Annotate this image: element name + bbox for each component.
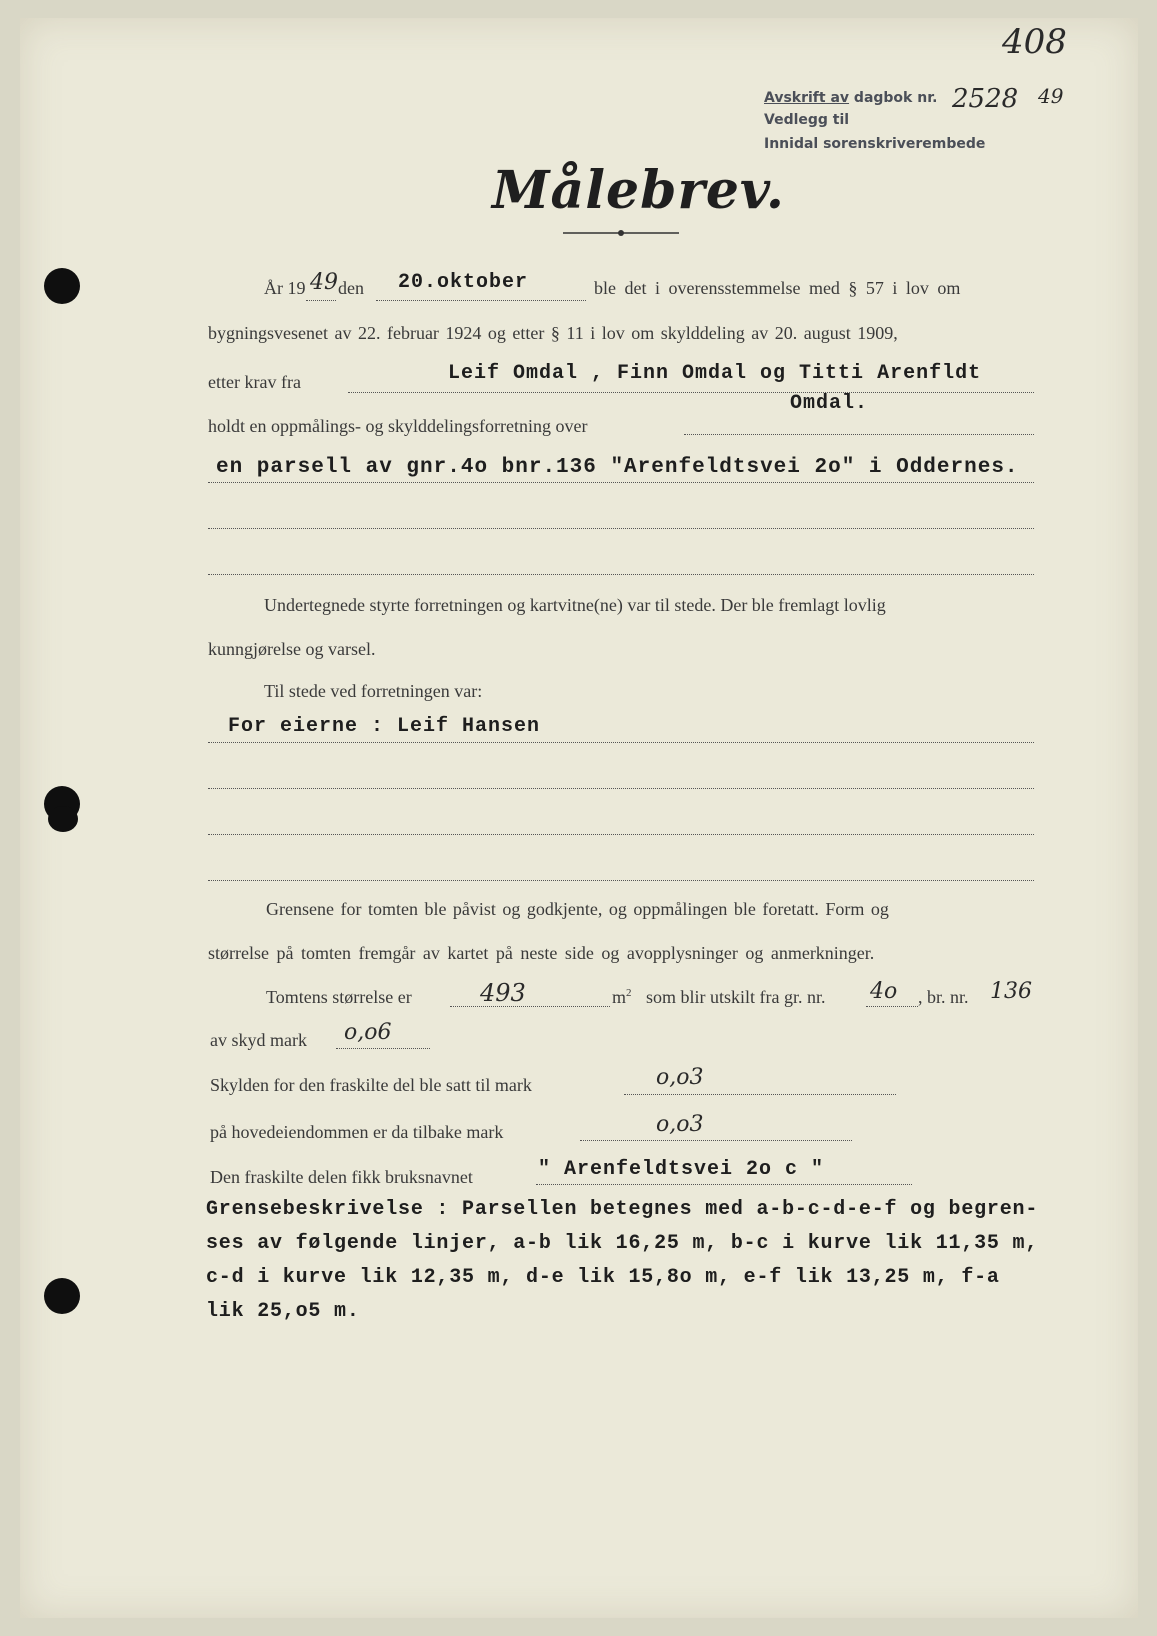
year-value: 49 xyxy=(310,270,338,295)
krav-label: etter krav fra xyxy=(208,372,301,392)
document-page xyxy=(20,18,1138,1618)
boundary-line-2: ses av følgende linjer, a-b lik 16,25 m, b-c i kurve lik 11,35 m, xyxy=(206,1232,1039,1255)
year-dotline xyxy=(306,300,336,301)
punch-hole-icon xyxy=(48,806,78,832)
stamp-dagbok: dagbok nr. xyxy=(853,90,938,106)
hoved-label: på hovedeiendommen er da tilbake mark xyxy=(210,1122,504,1142)
boundary-line-3: c-d i kurve lik 12,35 m, d-e lik 15,8o m, e-f lik 13,25 m, f-a xyxy=(206,1266,1000,1289)
paragraph3-line1: Grensene for tomten ble påvist og godkjente, og oppmålingen ble foretatt. Form og xyxy=(266,899,889,919)
skyd-dotline xyxy=(336,1048,430,1049)
blank-dotline xyxy=(208,834,1034,835)
present-dotline xyxy=(208,742,1034,743)
blank-dotline xyxy=(208,788,1034,789)
unit: m xyxy=(612,987,627,1007)
fraskilte-dotline xyxy=(624,1094,896,1095)
paragraph3-line2: størrelse på tomten fremgår av kartet på neste side og avopplysninger og anmerkninger. xyxy=(208,943,875,963)
gnr-value: 4o xyxy=(870,979,898,1004)
paragraph1-line2: bygningsvesenet av 22. februar 1924 og etter § 11 i lov om skylddeling av 20. august 1909, xyxy=(208,323,898,343)
bruksnavn-dotline xyxy=(536,1184,912,1185)
skyd-value: o,o6 xyxy=(344,1020,392,1045)
punch-hole-icon xyxy=(44,268,80,304)
parcel-value: en parsell av gnr.4o bnr.136 "Arenfeldtsvei 2o" i Oddernes. xyxy=(216,456,1019,479)
size-label: Tomtens størrelse er xyxy=(266,987,412,1007)
size-unit xyxy=(612,987,632,1008)
bruksnavn-value: " Arenfeldtsvei 2o c " xyxy=(538,1158,825,1181)
hoved-dotline xyxy=(580,1140,852,1141)
hoved-value: o,o3 xyxy=(656,1112,704,1137)
present-value: For eierne : Leif Hansen xyxy=(228,715,541,738)
stamp-line2: Vedlegg til xyxy=(764,112,850,128)
page-title: Målebrev. xyxy=(492,160,786,221)
fraskilte-value: o,o3 xyxy=(656,1065,704,1090)
boundary-line-4: lik 25,o5 m. xyxy=(206,1300,360,1323)
blank-dotline xyxy=(208,574,1034,575)
paragraph2-line1: Undertegnede styrte forretningen og kartvitne(ne) var til stede. Der ble fremlagt lovlig xyxy=(264,595,886,615)
date-dotline xyxy=(376,300,586,301)
date-value: 20.oktober xyxy=(398,271,529,294)
holdt-label: holdt en oppmålings- og skylddelingsforretning over xyxy=(208,416,588,436)
utskilt-label: som blir utskilt fra gr. nr. xyxy=(646,987,826,1007)
blank-dotline xyxy=(208,880,1034,881)
stamp-avskrift: Avskrift av xyxy=(764,90,850,106)
stamp-line1 xyxy=(764,90,937,106)
paragraph1-line1: ble det i overensstemmelse med § 57 i lov om xyxy=(594,278,961,298)
title-ornament xyxy=(563,228,679,238)
unit-superscript: 2 xyxy=(626,987,632,999)
parcel-dotline xyxy=(208,482,1034,483)
size-dotline xyxy=(450,1006,610,1007)
page-number: 408 xyxy=(1002,22,1067,62)
paragraph2-line2: kunngjørelse og varsel. xyxy=(208,639,376,659)
stamp-dagbok-number: 2528 xyxy=(952,84,1019,114)
punch-hole-icon xyxy=(44,1278,80,1314)
requesters-value: Leif Omdal , Finn Omdal og Titti Arenfldt xyxy=(448,362,982,385)
bnr-value: 136 xyxy=(990,979,1032,1004)
skyd-label: av skyd mark xyxy=(210,1030,307,1050)
requesters-dotline xyxy=(348,392,1034,393)
den-label: den xyxy=(338,278,364,298)
fraskilte-label: Skylden for den fraskilte del ble satt til mark xyxy=(210,1075,532,1095)
holdt-dotline xyxy=(684,434,1034,435)
ar-label: År 19 xyxy=(264,278,306,298)
stamp-year: 49 xyxy=(1038,84,1064,108)
bruksnavn-label: Den fraskilte delen fikk bruksnavnet xyxy=(210,1167,473,1187)
requesters-continuation: Omdal. xyxy=(790,392,869,415)
size-value: 493 xyxy=(480,979,526,1007)
bnr-label: , br. nr. xyxy=(918,987,969,1007)
boundary-line-1: Grensebeskrivelse : Parsellen betegnes med a-b-c-d-e-f og begren- xyxy=(206,1198,1039,1221)
stamp-line3: Innidal sorenskriverembede xyxy=(764,136,986,152)
gnr-dotline xyxy=(866,1006,918,1007)
blank-dotline xyxy=(208,528,1034,529)
present-label: Til stede ved forretningen var: xyxy=(264,681,483,701)
